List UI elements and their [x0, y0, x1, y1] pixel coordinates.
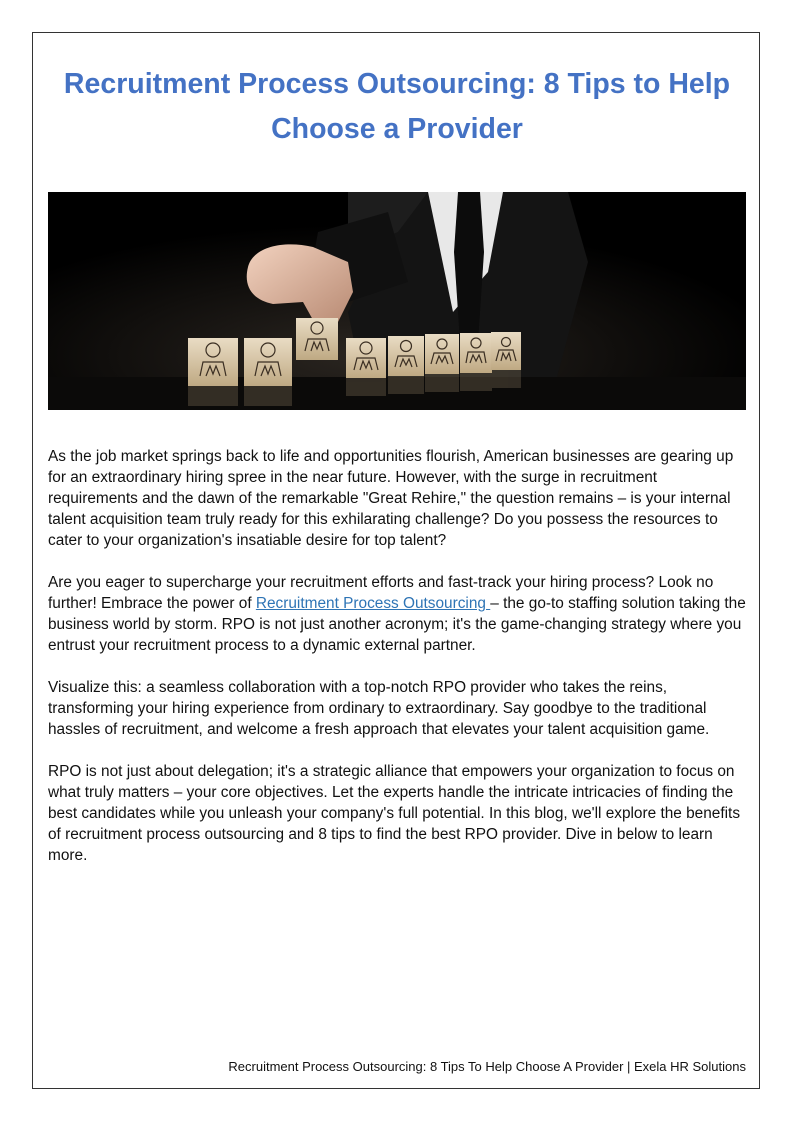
hero-image [48, 192, 746, 410]
document-title: Recruitment Process Outsourcing: 8 Tips to Help Choose a Provider [63, 68, 731, 145]
paragraph-2-after: – the go-to staffing solution taking the business world by storm. RPO is not just another acronym; it's the game-changing strategy where you entrust your recruitment process to a dynamic external partner. [48, 595, 746, 654]
paragraph-2 [48, 572, 748, 656]
paragraph-3: Visualize this: a seamless collaboration with a top-notch RPO provider who takes the reins, transforming your hiring experience from ordinary to extraordinary. Say goodbye to the traditional hassles of recruitment, and welcome a fresh approach that elevates your talent acquisition game. [48, 679, 710, 738]
rpo-link[interactable]: Recruitment Process Outsourcing [255, 595, 491, 612]
paragraph-4: RPO is not just about delegation; it's a strategic alliance that empowers your organization to focus on what truly matters – your core objectives. Let the experts handle the intricate intricacies of finding the best candidates while you unleash your company's full potential. In this blog, we'll explore the benefits of recruitment process outsourcing and 8 tips to find the best RPO provider. Dive in below to learn more. [48, 763, 741, 864]
hand-placing-people-blocks-icon [48, 192, 746, 410]
article-body [48, 446, 748, 887]
paragraph-1: As the job market springs back to life and opportunities flourish, American businesses are gearing up for an extraordinary hiring spree in the near future. However, with the surge in recruitment requirements and the dawn of the remarkable "Great Rehire," the question remains – is your internal talent acquisition team truly ready for this exhilarating challenge? Do you possess the resources to cater to your organization's insatiable desire for top talent? [48, 448, 734, 549]
page-footer: Recruitment Process Outsourcing: 8 Tips To Help Choose A Provider | Exela HR Solutions [228, 1059, 746, 1074]
paragraph-2-before: Are you eager to supercharge your recruitment efforts and fast-track your hiring process? Look no further! Embrace the power of [48, 574, 714, 612]
